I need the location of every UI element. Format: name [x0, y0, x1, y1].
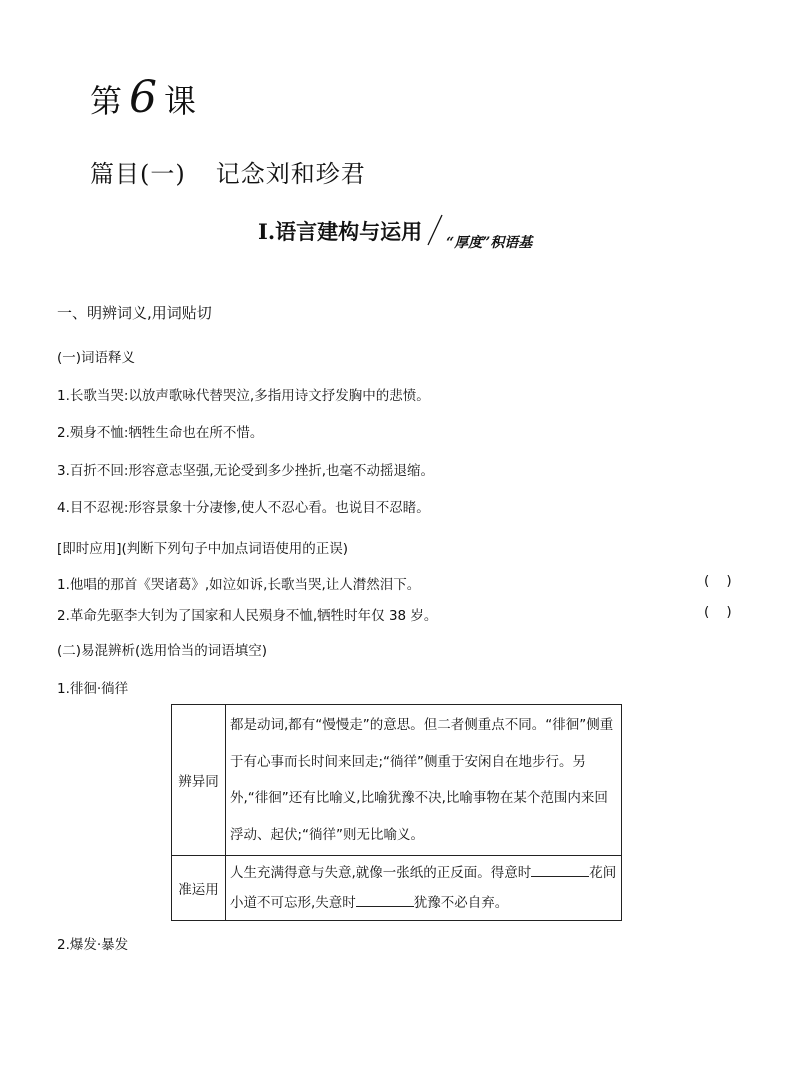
chapter-label: 篇目(一): [90, 160, 186, 188]
pair-title: 2.爆发·暴发: [57, 937, 129, 953]
row-label: 准运用: [172, 856, 226, 921]
fill-blank[interactable]: [356, 894, 414, 907]
answer-bracket[interactable]: ( ): [704, 573, 732, 589]
chapter-name: 记念刘和珍君: [215, 160, 366, 188]
section-banner: [258, 214, 533, 251]
section-subtitle: “厚度”积语基: [446, 235, 533, 251]
subheading-1: (一)词语释义: [57, 350, 136, 366]
practice-item: 1.他唱的那首《哭诸葛》,如泣如诉,长歌当哭,让人潸然泪下。: [57, 577, 421, 593]
section-title: Ⅰ.语言建构与运用: [258, 219, 423, 244]
pair-title: 1.徘徊·徜徉: [57, 681, 129, 697]
practice-title: [即时应用](判断下列句子中加点词语使用的正误): [57, 541, 349, 557]
row-content: 都是动词,都有“慢慢走”的意思。但二者侧重点不同。“徘徊”侧重于有心事而长时间来回走;“徜徉”侧重于安闲自在地步行。另外,“徘徊”还有比喻义,比喻犹豫不决,比喻事物在某个范围内来回浮动、起伏;“徜徉”则无比喻义。: [226, 705, 622, 856]
definition-item: 1.长歌当哭:以放声歌咏代替哭泣,多指用诗文抒发胸中的悲愤。: [57, 388, 430, 404]
heading-1: 一、明辨词义,用词贴切: [57, 304, 212, 322]
fill-blank[interactable]: [531, 864, 589, 877]
slash-divider-icon: [426, 214, 444, 246]
subheading-2: (二)易混辨析(选用恰当的词语填空): [57, 643, 268, 659]
definition-item: 3.百折不回:形容意志坚强,无论受到多少挫折,也毫不动摇退缩。: [57, 463, 435, 479]
lesson-prefix: 第: [90, 82, 124, 120]
table-row: [172, 856, 622, 921]
table-row: [172, 705, 622, 856]
exercise-text: 人生充满得意与失意,就像一张纸的正反面。得意时: [230, 865, 532, 881]
lesson-title: [90, 72, 197, 123]
comparison-table: [171, 704, 622, 921]
definition-item: 4.目不忍视:形容景象十分凄惨,使人不忍心看。也说目不忍睹。: [57, 500, 430, 516]
lesson-number: 6: [129, 72, 159, 123]
row-label: 辨异同: [172, 705, 226, 856]
exercise-text: 犹豫不必自弃。: [413, 895, 509, 911]
definition-item: 2.殒身不恤:牺牲生命也在所不惜。: [57, 425, 264, 441]
answer-bracket[interactable]: ( ): [704, 604, 732, 620]
lesson-suffix: 课: [164, 82, 198, 120]
exercise-text: 花间小道不可忘形,失意时: [230, 865, 617, 911]
row-content: [226, 856, 622, 921]
chapter-title: [90, 154, 366, 189]
practice-item: 2.革命先驱李大钊为了国家和人民殒身不恤,牺牲时年仅 38 岁。: [57, 608, 438, 624]
